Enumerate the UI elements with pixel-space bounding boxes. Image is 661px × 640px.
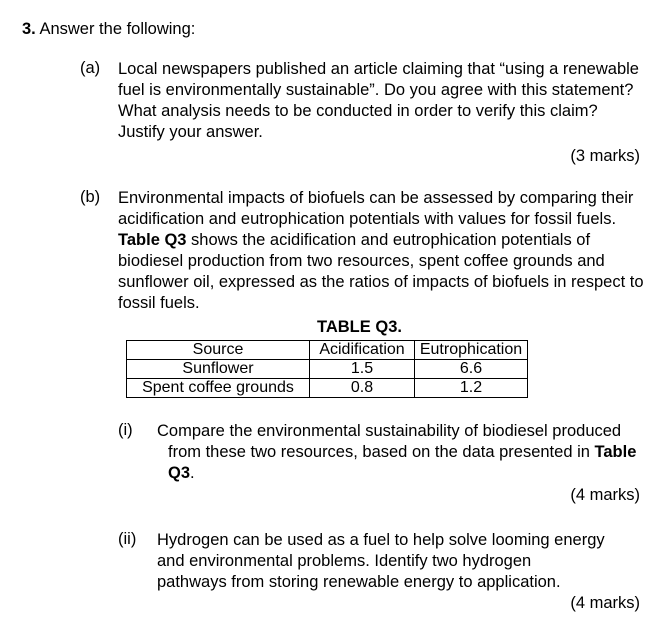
table-header-row <box>127 341 528 360</box>
part-b-text <box>118 188 644 314</box>
part-b-i-line3 <box>168 463 195 484</box>
part-a-label: (a) <box>80 59 101 77</box>
part-b-line: biodiesel production from two resources, spent coffee grounds and <box>118 252 605 270</box>
table-header: Eutrophication <box>415 341 528 360</box>
part-b-i-line3-rest: . <box>190 464 195 482</box>
part-b-label: (b) <box>80 188 101 206</box>
table-cell: 1.5 <box>310 360 415 379</box>
part-b-line-rest: shows the acidification and eutrophication potentials of <box>186 231 591 249</box>
question-number: 3. <box>22 20 36 38</box>
table-cell: Spent coffee grounds <box>127 379 310 398</box>
part-b-i-line2-text: from these two resources, based on the data presented in <box>168 443 595 461</box>
part-b-ii-marks: (4 marks) <box>570 594 640 612</box>
part-a-line: Local newspapers published an article claiming that “using a renewable <box>118 60 639 78</box>
table-cell: Sunflower <box>127 360 310 379</box>
part-b-i-line2 <box>168 442 636 463</box>
part-b-ii-text <box>157 530 605 593</box>
table-caption: TABLE Q3. <box>317 318 402 336</box>
part-a-line: Justify your answer. <box>118 123 263 141</box>
part-b-i-label: (i) <box>118 421 133 439</box>
part-a-text <box>118 59 639 143</box>
table-header: Acidification <box>310 341 415 360</box>
table-row <box>127 379 528 398</box>
part-b-ii-line: and environmental problems. Identify two hydrogen <box>157 552 532 570</box>
part-b-line: fossil fuels. <box>118 294 200 312</box>
table-reference: Table <box>594 443 637 461</box>
part-b-ii-line: pathways from storing renewable energy to application. <box>157 573 561 591</box>
table-cell: 6.6 <box>415 360 528 379</box>
part-a-line: fuel is environmentally sustainable”. Do you agree with this statement? <box>118 81 634 99</box>
part-b-line: Environmental impacts of biofuels can be assessed by comparing their <box>118 189 634 207</box>
table-header: Source <box>127 341 310 360</box>
table-cell: 0.8 <box>310 379 415 398</box>
part-b-ii-label: (ii) <box>118 530 137 548</box>
part-b-line: acidification and eutrophication potentials with values for fossil fuels. <box>118 210 617 228</box>
part-b-i-line1: Compare the environmental sustainability of biodiesel produced <box>157 422 622 440</box>
table-row <box>127 360 528 379</box>
question-heading <box>22 20 195 39</box>
part-b-i-marks: (4 marks) <box>570 486 640 504</box>
part-a-line: What analysis needs to be conducted in order to verify this claim? <box>118 102 598 120</box>
part-a-marks: (3 marks) <box>570 147 640 165</box>
table-q3 <box>126 340 528 398</box>
question-title: Answer the following: <box>39 20 196 38</box>
table-cell: 1.2 <box>415 379 528 398</box>
part-b-ii-line: Hydrogen can be used as a fuel to help solve looming energy <box>157 531 605 549</box>
table-reference: Table Q3 <box>118 231 187 249</box>
part-b-line: sunflower oil, expressed as the ratios of impacts of biofuels in respect to <box>118 273 644 291</box>
table-reference: Q3 <box>168 464 191 482</box>
part-b-line <box>118 230 644 251</box>
